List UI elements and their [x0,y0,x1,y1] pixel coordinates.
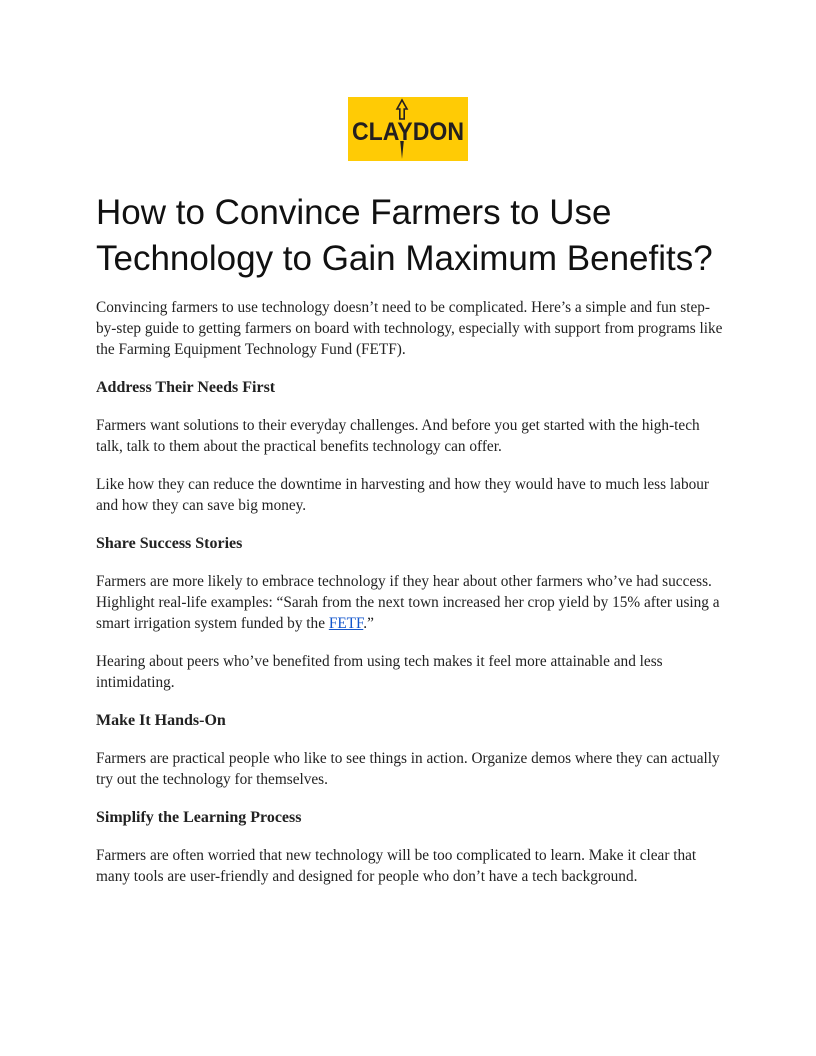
section-simplify-paragraph: Farmers are often worried that new technology will be too complicated to learn. Make it clear that many tools are user-friendly and designed for people who don’t have a tech background. [96,847,697,885]
article-body [96,297,726,904]
section-hands-on-paragraph: Farmers are practical people who like to see things in action. Organize demos where they can actually try out the technology for themselves. [96,750,720,788]
section-heading-simplify: Simplify the Learning Process [96,809,302,826]
section-needs-paragraph-1: Farmers want solutions to their everyday challenges. And before you get started with the high-tech talk, talk to them about the practical benefits technology can offer. [96,417,700,455]
intro-paragraph: Convincing farmers to use technology doesn’t need to be complicated. Here’s a simple and fun step-by-step guide to getting farmers on board with technology, especially with support from programs like the Farming Equipment Technology Fund (FETF). [96,299,723,358]
section-heading-hands-on: Make It Hands-On [96,712,226,729]
section-heading-needs: Address Their Needs First [96,379,276,396]
fetf-link[interactable]: FETF [328,615,364,632]
claydon-logo [348,97,468,161]
section-success-paragraph-1 [96,571,726,634]
success-text-after-link: .” [363,615,374,632]
logo-wordmark: CLAYDON [352,118,464,146]
claydon-logo-graphic [348,97,468,161]
section-success-paragraph-2: Hearing about peers who’ve benefited from using tech makes it feel more attainable and less intimidating. [96,653,663,691]
page-title: How to Convince Farmers to Use Technology to Gain Maximum Benefits? [96,193,713,278]
success-text-before-link: Farmers are more likely to embrace technology if they hear about other farmers who’ve had success. Highlight real-life examples: “Sarah from the next town increased her crop yield by 15% after using a smart irrigation system funded by the [96,573,720,632]
section-needs-paragraph-2: Like how they can reduce the downtime in harvesting and how they would have to much less labour and how they can save big money. [96,476,709,514]
section-heading-success: Share Success Stories [96,535,243,552]
